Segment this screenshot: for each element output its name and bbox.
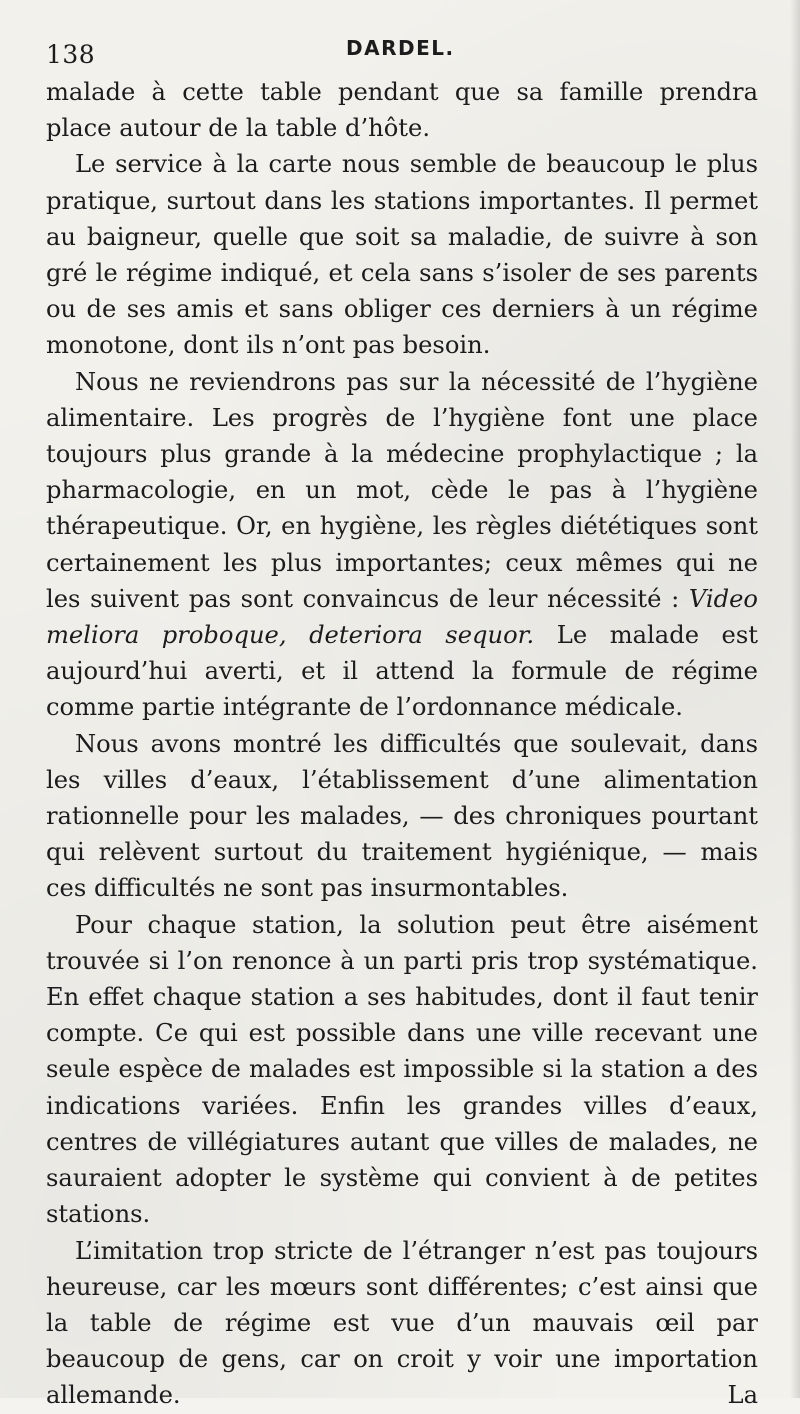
latin-quotation: Video meliora proboque, deteriora sequor. [46,584,758,650]
paragraph-chaque-station [46,907,758,1233]
paragraph-text: Le service à la carte nous semble de beaucoup le plus pratique, surtout dans les stations importantes. Il permet au baigneur, quelle que soit sa maladie, de suivre à son gré le régime indiqué, et cela sans s’isoler de ses parents ou de ses amis et sans obliger ces derniers à un régime monotone, dont ils n’ont pas besoin. [46,150,758,360]
paragraph-text: Le malade est aujourd’hui averti, et il attend la formule de régime comme partie intégrante de l’ordonnance médicale. [46,621,758,722]
paragraph-text: Nous avons montré les difficultés que soulevait, dans les villes d’eaux, l’établissement d’une alimentation rationnelle pour les malades, — des chroniques pourtant qui relèvent surtout du traitement hygiénique, — mais ces difficultés ne sont pas insurmontables. [46,729,758,903]
paragraph-difficultes [46,726,758,907]
running-head [46,32,758,74]
paragraph-text: malade à cette table pendant que sa famille prendra place autour de la table d’hôte. [46,78,758,143]
body-text [46,74,758,1414]
paragraph-text: Nous ne reviendrons pas sur la nécessité de l’hygiène alimentaire. Les progrès de l’hygiène font une place toujours plus grande à la médecine prophylactique ; la pharmacologie, en un mot, cède le pas à l’hygiène thérapeutique. Or, en hygiène, les règles diététiques sont certainement les plus importantes; ceux mêmes qui ne les suivent pas sont convaincus de leur nécessité : [46,367,758,613]
paragraph-text: Pour chaque station, la solution peut être aisément trouvée si l’on renonce à un parti pris trop systématique. En effet chaque station a ses habitudes, dont il faut tenir compte. Ce qui est possible dans une ville recevant une seule espèce de malades est impossible si la station a des indications variées. Enfin les grandes villes d’eaux, centres de villégiatures autant que villes de malades, ne sauraient adopter le système qui convient à de petites stations. [46,910,758,1229]
paragraph-service-carte [46,146,758,363]
paragraph-imitation-etranger [46,1233,758,1414]
paragraph-hygiene-alimentaire [46,364,758,726]
page-number: 138 [46,40,96,69]
running-title: DARDEL. [346,36,455,60]
paragraph-continued [46,74,758,146]
paragraph-text: L’imitation trop stricte de l’étranger n’est pas toujours heureuse, car les mœurs sont différentes; c’est ainsi que la table de régime est vue d’un mauvais œil par beaucoup de gens, car on croit y voir une importation allemande. La [46,1236,758,1410]
